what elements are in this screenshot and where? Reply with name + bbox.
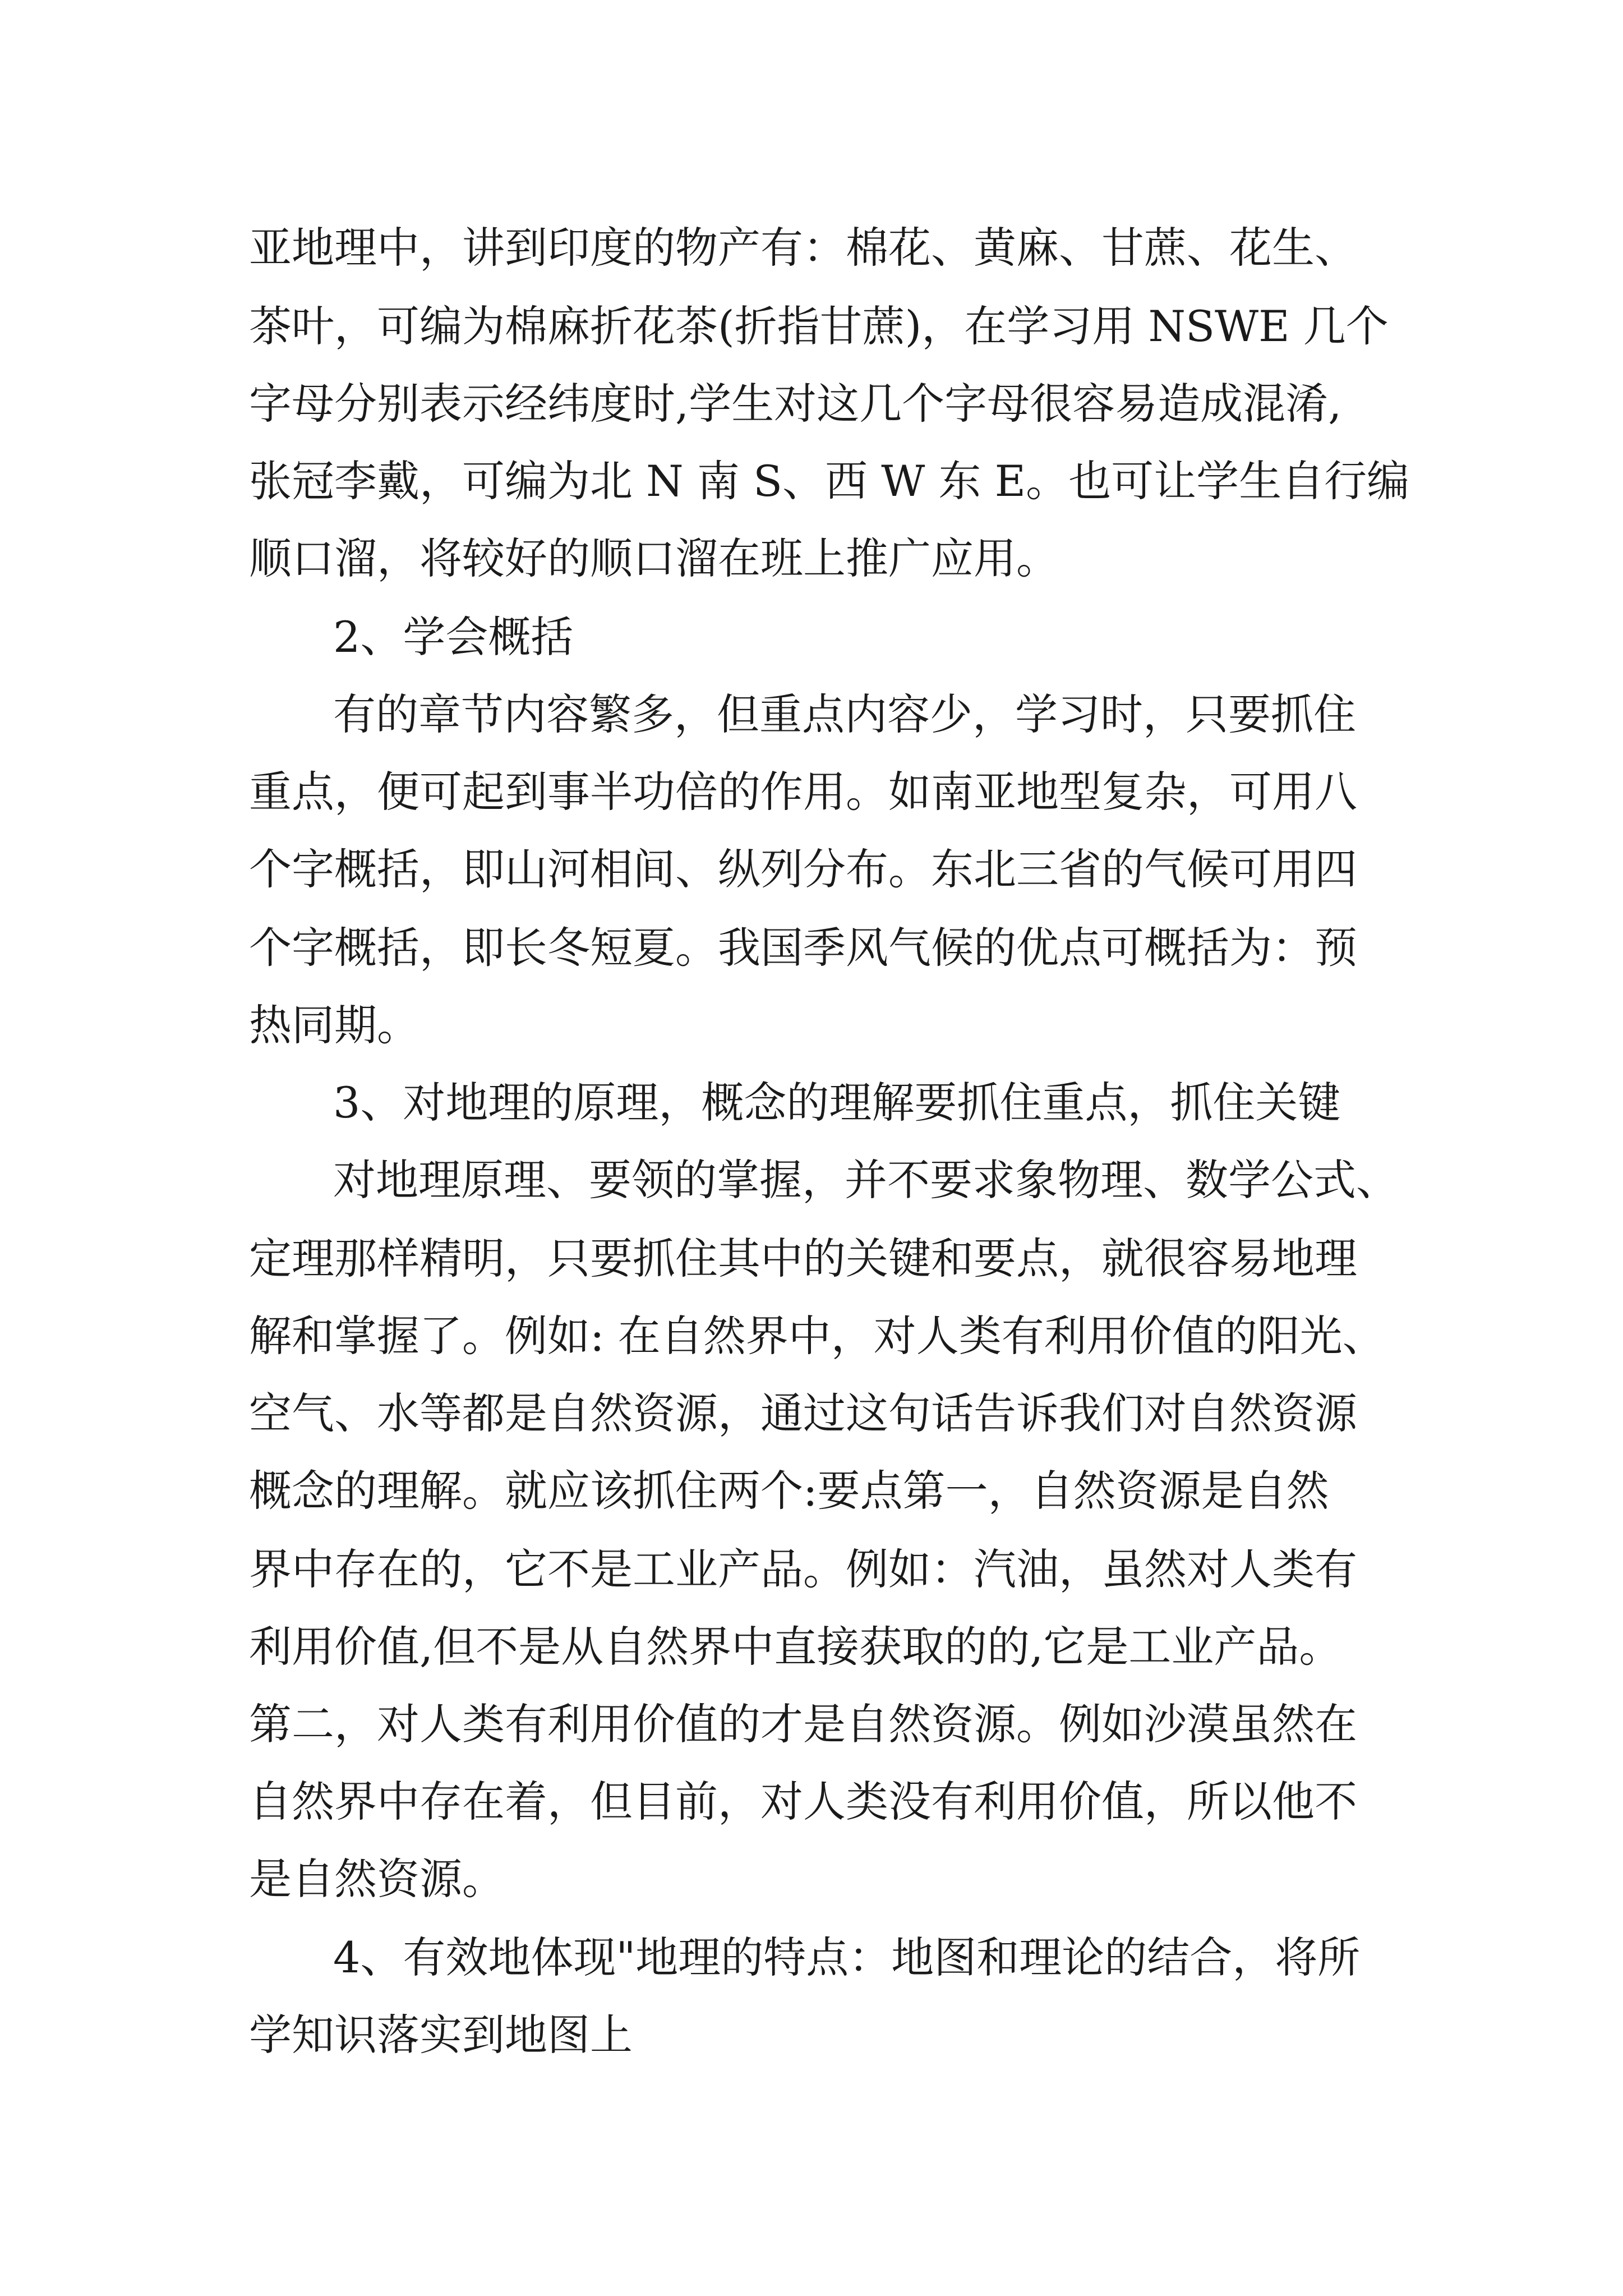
paragraph-line: 第二，对人类有利用价值的才是自然资源。例如沙漠虽然在 <box>249 1699 1357 1749</box>
paragraph-line: 顺口溜，将较好的顺口溜在班上推广应用。 <box>249 533 1059 583</box>
paragraph-line: 亚地理中，讲到印度的物产有：棉花、黄麻、甘蔗、花生、 <box>249 223 1357 273</box>
paragraph-line: 茶叶，可编为棉麻折花茶(折指甘蔗)，在学习用 NSWE 几个 <box>249 301 1389 351</box>
paragraph-line: 热同期。 <box>249 1000 419 1050</box>
section-heading: 3、对地理的原理，概念的理解要抓住重点，抓住关键 <box>333 1078 1341 1128</box>
paragraph-line: 是自然资源。 <box>249 1854 505 1904</box>
paragraph-line: 学知识落实到地图上 <box>249 2010 633 2060</box>
paragraph-line: 有的章节内容繁多，但重点内容少，学习时，只要抓住 <box>333 689 1356 739</box>
paragraph-line: 重点，便可起到事半功倍的作用。如南亚地型复杂，可用八 <box>249 767 1357 817</box>
paragraph-line: 对地理原理、要领的掌握，并不要求象物理、数学公式、 <box>333 1155 1399 1205</box>
section-heading: 4、有效地体现"地理的特点：地图和理论的结合，将所 <box>333 1932 1361 1982</box>
paragraph-line: 概念的理解。就应该抓住两个:要点第一，自然资源是自然 <box>249 1466 1329 1516</box>
paragraph-line: 个字概括，即山河相间、纵列分布。东北三省的气候可用四 <box>249 844 1357 894</box>
paragraph-line: 个字概括，即长冬短夏。我国季风气候的优点可概括为：预 <box>249 923 1357 973</box>
paragraph-line: 空气、水等都是自然资源，通过这句话告诉我们对自然资源 <box>249 1388 1357 1438</box>
paragraph-line: 自然界中存在着，但目前，对人类没有利用价值，所以他不 <box>249 1777 1357 1826</box>
paragraph-line: 定理那样精明，只要抓住其中的关键和要点，就很容易地理 <box>249 1234 1357 1283</box>
paragraph-line: 界中存在的，它不是工业产品。例如：汽油，虽然对人类有 <box>249 1544 1357 1594</box>
paragraph-line: 利用价值,但不是从自然界中直接获取的的,它是工业产品。 <box>249 1622 1342 1672</box>
paragraph-line: 字母分别表示经纬度时,学生对这几个字母很容易造成混淆, <box>249 379 1342 429</box>
paragraph-line: 张冠李戴，可编为北 N 南 S、西 W 东 E。也可让学生自行编 <box>249 456 1410 506</box>
paragraph-line: 解和掌握了。例如: 在自然界中，对人类有利用价值的阳光、 <box>249 1311 1385 1361</box>
section-heading: 2、学会概括 <box>333 612 574 662</box>
